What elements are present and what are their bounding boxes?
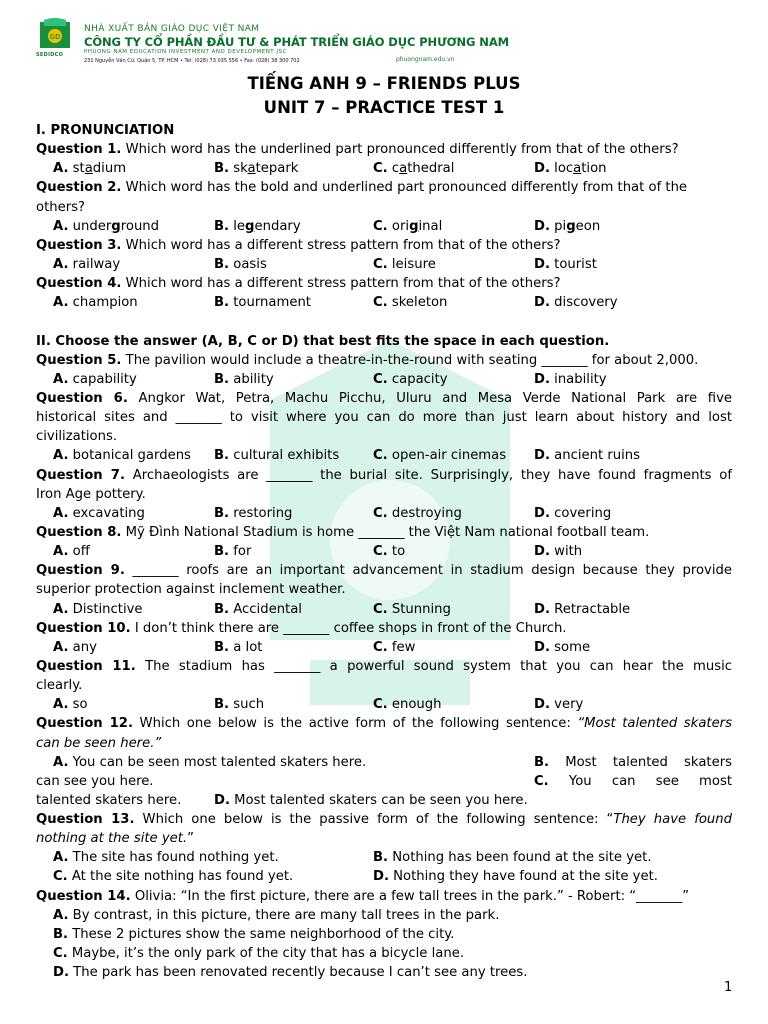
question-14: Question 14. Olivia: “In the first picture, there are a few tall trees in the park.” - Robert: “_______”	[36, 888, 690, 904]
company-website: phuongnam.edu.vn	[396, 56, 455, 63]
question-12-options-1	[36, 753, 732, 772]
question-8-options	[36, 542, 732, 561]
question-12-cont: can be seen here.”	[36, 735, 162, 751]
question-2-cont: others?	[36, 199, 86, 215]
question-6-cont2: civilizations.	[36, 429, 118, 445]
question-4-options	[36, 293, 732, 312]
option-d[interactable]: D. with	[534, 544, 583, 560]
option-c[interactable]: C. capacity	[373, 371, 448, 387]
option-a[interactable]: A. botanical gardens	[53, 448, 191, 464]
option-c[interactable]: C. You can see most	[534, 773, 732, 789]
option-d[interactable]: D. location	[534, 161, 607, 177]
option-b[interactable]: B. These 2 pictures show the same neighborhood of the city.	[53, 926, 455, 942]
option-c[interactable]: C. destroying	[373, 505, 462, 521]
question-1-options	[36, 159, 732, 178]
section-pronunciation: I. PRONUNCIATION	[36, 123, 175, 138]
option-c[interactable]: C. few	[373, 639, 416, 655]
question-6: Question 6. Angkor Wat, Petra, Machu Picchu, Uluru and Mesa Verde National Park are five	[36, 390, 732, 406]
question-6-options	[36, 446, 732, 465]
option-c[interactable]: C. Stunning	[373, 601, 451, 617]
question-6-cont: historical sites and _______ to visit where you can do more than just learn about history and lost	[36, 410, 732, 426]
option-d[interactable]: D. The park has been renovated recently because I can’t see any trees.	[53, 965, 528, 981]
option-a[interactable]: A. You can be seen most talented skaters here.	[53, 754, 367, 770]
option-a[interactable]: A. so	[53, 697, 88, 713]
question-label: Question 1.	[36, 142, 122, 158]
option-b[interactable]: B. Most talented skaters	[534, 754, 732, 770]
option-d[interactable]: D. very	[534, 697, 584, 713]
company-address: 231 Nguyễn Văn Cừ, Quận 5, TP. HCM • Tel: (028) 73 035 556 • Fax: (028) 38 300 702	[84, 58, 300, 64]
option-d[interactable]: D. inability	[534, 371, 607, 387]
question-10-options	[36, 638, 732, 657]
question-3-options	[36, 255, 732, 274]
question-9: Question 9. _______ roofs are an important advancement in stadium design because they provide	[36, 563, 732, 579]
option-c[interactable]: C. enough	[373, 697, 442, 713]
option-c[interactable]: C. Maybe, it’s the only park of the city that has a bicycle lane.	[53, 946, 465, 962]
question-11: Question 11. The stadium has _______ a powerful sound system that you can hear the music	[36, 658, 732, 674]
option-b[interactable]: B. for	[214, 544, 252, 560]
option-d[interactable]: D. Retractable	[534, 601, 631, 617]
option-a[interactable]: A. excavating	[53, 505, 145, 521]
option-b[interactable]: B. tournament	[214, 295, 311, 311]
question-12: Question 12. Which one below is the active form of the following sentence: “Most talented skaters	[36, 716, 732, 732]
question-13-options-2	[36, 867, 732, 886]
option-c[interactable]: C. open-air cinemas	[373, 448, 507, 464]
option-d[interactable]: D. ancient ruins	[534, 448, 641, 464]
page-number: 1	[724, 980, 733, 995]
svg-text:GD: GD	[49, 34, 61, 41]
question-2	[36, 178, 732, 197]
option-d[interactable]: D. some	[534, 639, 591, 655]
option-a[interactable]: A. underground	[53, 218, 160, 234]
company-name: CÔNG TY CỔ PHẦN ĐẦU TƯ & PHÁT TRIỂN GIÁO DỤC PHƯƠNG NAM	[84, 35, 509, 49]
question-7-options	[36, 504, 732, 523]
option-c-cont: talented skaters here.	[36, 792, 182, 808]
question-8: Question 8. Mỹ Đình National Stadium is home _______ the Việt Nam national football team.	[36, 524, 650, 540]
question-7-cont: Iron Age pottery.	[36, 486, 146, 502]
option-b[interactable]: B. restoring	[214, 505, 293, 521]
question-5: Question 5. The pavilion would include a theatre-in-the-round with seating _______ for about 2,000.	[36, 352, 699, 368]
question-label: Question 2.	[36, 180, 122, 196]
publisher-header	[36, 18, 509, 68]
question-11-options	[36, 695, 732, 714]
option-a[interactable]: A. champion	[53, 295, 138, 311]
question-10: Question 10. I don’t think there are _______ coffee shops in front of the Church.	[36, 620, 567, 636]
question-3: Question 3. Which word has a different stress pattern from that of the others?	[36, 237, 561, 253]
worksheet-title: TIẾNG ANH 9 – FRIENDS PLUS	[247, 74, 521, 93]
option-a[interactable]: A. off	[53, 544, 90, 560]
question-text: Which word has the bold and underlined part pronounced differently from that of the	[121, 180, 688, 196]
option-c[interactable]: C. cathedral	[373, 161, 455, 177]
option-c[interactable]: C. leisure	[373, 256, 436, 272]
question-13: Question 13. Which one below is the passive form of the following sentence: “They have found	[36, 812, 732, 828]
option-a[interactable]: A. capability	[53, 371, 137, 387]
question-13-options-1	[36, 848, 732, 867]
option-a[interactable]: A. The site has found nothing yet.	[53, 850, 279, 866]
section-multiple-choice: II. Choose the answer (A, B, C or D) that best fits the space in each question.	[36, 333, 610, 349]
option-b[interactable]: B. Nothing has been found at the site yet.	[373, 850, 652, 866]
option-b[interactable]: B. skatepark	[214, 161, 299, 177]
option-d[interactable]: D. Nothing they have found at the site yet.	[373, 869, 658, 885]
option-c[interactable]: C. At the site nothing has found yet.	[53, 869, 294, 885]
logo-caption: SEDIDCO	[36, 52, 64, 58]
option-b[interactable]: B. Accidental	[214, 601, 302, 617]
option-d[interactable]: D. pigeon	[534, 218, 601, 234]
company-name-en: PHUONG NAM EDUCATION INVESTMENT AND DEVELOPMENT JSC	[84, 49, 287, 55]
question-body	[36, 121, 732, 982]
option-b-cont: can see you here.	[36, 773, 154, 789]
option-b[interactable]: B. oasis	[214, 256, 267, 272]
option-a[interactable]: A. By contrast, in this picture, there are many tall trees in the park.	[53, 907, 500, 923]
option-a[interactable]: A. any	[53, 639, 97, 655]
spacer	[36, 312, 732, 331]
option-a[interactable]: A. stadium	[53, 161, 127, 177]
question-1	[36, 140, 732, 159]
question-12-options-2	[36, 772, 732, 791]
option-c[interactable]: C. original	[373, 218, 443, 234]
option-a[interactable]: A. railway	[53, 256, 121, 272]
option-b[interactable]: B. cultural exhibits	[214, 448, 340, 464]
option-b[interactable]: B. ability	[214, 371, 274, 387]
option-b[interactable]: B. such	[214, 697, 265, 713]
option-c[interactable]: C. to	[373, 544, 406, 560]
question-11-cont: clearly.	[36, 678, 83, 694]
publisher-name: NHÀ XUẤT BẢN GIÁO DỤC VIỆT NAM	[84, 24, 260, 34]
question-12-options-3	[36, 791, 732, 810]
option-c[interactable]: C. skeleton	[373, 295, 448, 311]
unit-title: UNIT 7 – PRACTICE TEST 1	[263, 98, 505, 117]
option-d[interactable]: D. discovery	[534, 295, 618, 311]
option-d[interactable]: D. covering	[534, 505, 612, 521]
question-13-cont: nothing at the site yet.”	[36, 831, 194, 847]
question-9-options	[36, 600, 732, 619]
question-7: Question 7. Archaeologists are _______ the burial site. Surprisingly, they have found fragments of	[36, 467, 732, 483]
option-b[interactable]: B. a lot	[214, 639, 263, 655]
question-9-cont: superior protection against inclement weather.	[36, 582, 346, 598]
question-4: Question 4. Which word has a different stress pattern from that of the others?	[36, 276, 561, 292]
option-b[interactable]: B. legendary	[214, 218, 301, 234]
question-2-options	[36, 217, 732, 236]
option-d[interactable]: D. Most talented skaters can be seen you here.	[214, 792, 528, 808]
question-5-options	[36, 370, 732, 389]
question-text: Which word has the underlined part pronounced differently from that of the others?	[121, 142, 679, 158]
option-a[interactable]: A. Distinctive	[53, 601, 143, 617]
option-d[interactable]: D. tourist	[534, 256, 597, 272]
